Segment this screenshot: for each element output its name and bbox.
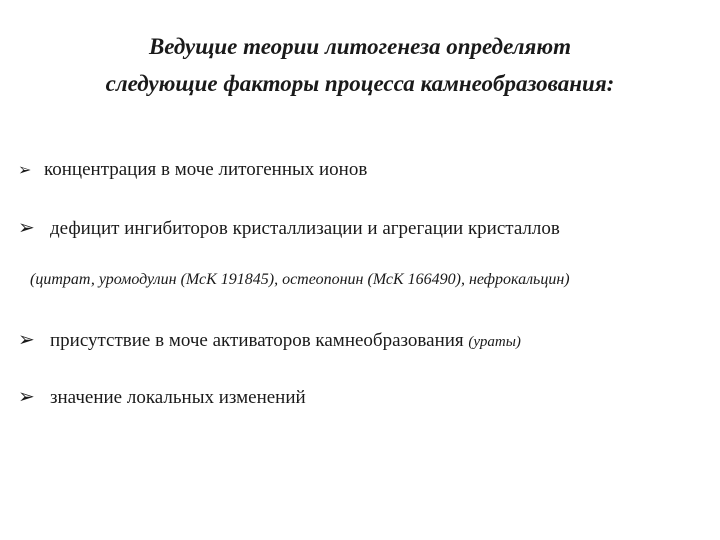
slide-title [40, 28, 680, 102]
bullet-text: концентрация в моче литогенных ионов [44, 159, 368, 180]
bullet-text: присутствие в моче активаторов камнеобразования [50, 330, 464, 351]
arrow-bullet-icon: ➢ [18, 160, 32, 179]
arrow-bullet-icon: ➢ [18, 327, 35, 351]
bullet-text: дефицит ингибиторов кристаллизации и агрегации кристаллов [50, 218, 560, 239]
arrow-bullet-icon: ➢ [18, 215, 35, 239]
bullet-item-4 [18, 384, 306, 410]
bullet-item-3 [18, 327, 521, 354]
bullet-note: (ураты) [468, 334, 521, 350]
inhibitors-subnote: (цитрат, уромодулин (МсК 191845), остеопонин (МсК 166490), нефрокальцин) [30, 271, 570, 288]
arrow-bullet-icon: ➢ [18, 384, 35, 408]
bullet-item-1 [18, 158, 367, 182]
title-line-1: Ведущие теории литогенеза определяют [148, 34, 572, 59]
bullet-text: значение локальных изменений [50, 387, 306, 408]
title-line-2: следующие факторы процесса камнеобразования: [105, 71, 615, 96]
bullet-item-2 [18, 215, 560, 241]
